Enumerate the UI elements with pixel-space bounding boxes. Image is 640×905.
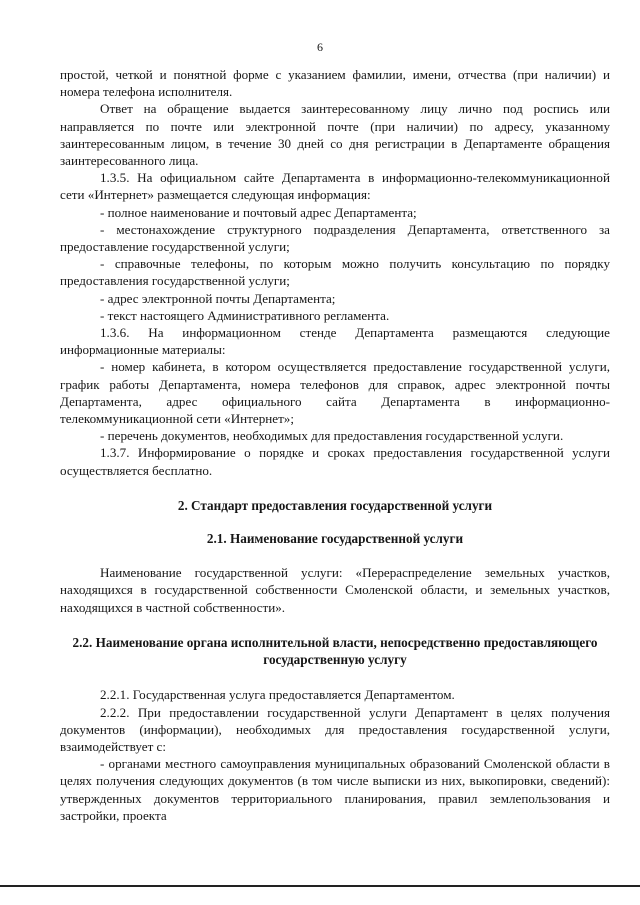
paragraph: 2.2.2. При предоставлении государственной услуги Департамент в целях получения документов (информации), необходимых для предоставления государственной услуги, взаимодействует с: <box>60 704 610 754</box>
paragraph: 2.2.1. Государственная услуга предоставляется Департаментом. <box>100 687 455 703</box>
document-body <box>60 66 610 824</box>
paragraph: - справочные телефоны, по которым можно получить консультацию по порядку предоставления государственной услуги; <box>60 256 610 289</box>
paragraph: - текст настоящего Административного регламента. <box>100 307 390 323</box>
section-heading: 2.1. Наименование государственной услуги <box>206 531 464 547</box>
paragraph: простой, четкой и понятной форме с указанием фамилии, имени, отчества (при наличии) и номера телефона исполнителя. <box>60 67 610 100</box>
paragraph: Наименование государственной услуги: «Перераспределение земельных участков, находящихся в государственной собственности Смоленской области, и земельных участков, находящихся в частной собственности». <box>60 565 610 615</box>
paragraph: - местонахождение структурного подразделения Департамента, ответственного за предоставление государственной услуги; <box>60 221 610 255</box>
paragraph: Ответ на обращение выдается заинтересованному лицу лично под роспись или направляется по почте или электронной почте (при наличии) по адресу, указанному заинтересованным лицом, в течение 30 дней со дня регистрации в Департаменте обращения заинтересованного лица. <box>60 101 610 169</box>
bottom-border-line <box>0 885 640 887</box>
paragraph: - перечень документов, необходимых для предоставления государственной услуги. <box>100 428 564 444</box>
paragraph: - адрес электронной почты Департамента; <box>100 290 336 306</box>
paragraph: - полное наименование и почтовый адрес Департамента; <box>100 204 417 220</box>
page-number: 6 <box>317 40 323 54</box>
paragraph: 1.3.5. На официальном сайте Департамента в информационно-телекоммуникационной сети «Интернет» размещается следующая информация: <box>60 170 610 203</box>
section-heading: 2. Стандарт предоставления государственной услуги <box>177 497 493 513</box>
paragraph: 1.3.6. На информационном стенде Департамента размещаются следующие информационные материалы: <box>60 325 610 358</box>
paragraph: - органами местного самоуправления муниципальных образований Смоленской области в целях получения следующих документов (в том числе выписки из них, выкопировки, сведений): утвержденных документов территориального планирования, правил землепользования и застройки, проекта <box>60 756 610 823</box>
paragraph: 1.3.7. Информирование о порядке и сроках предоставления государственной услуги осуществляется бесплатно. <box>60 445 610 478</box>
section-heading: 2.2. Наименование органа исполнительной власти, непосредственно предоставляющего государственную услугу <box>72 634 598 668</box>
paragraph: - номер кабинета, в котором осуществляется предоставление государственной услуги, график работы Департамента, номера телефонов для справок, адрес электронной почты Департамента, адрес официального сайта Департамента в информационно-телекоммуникационной сети «Интернет»; <box>60 359 610 427</box>
